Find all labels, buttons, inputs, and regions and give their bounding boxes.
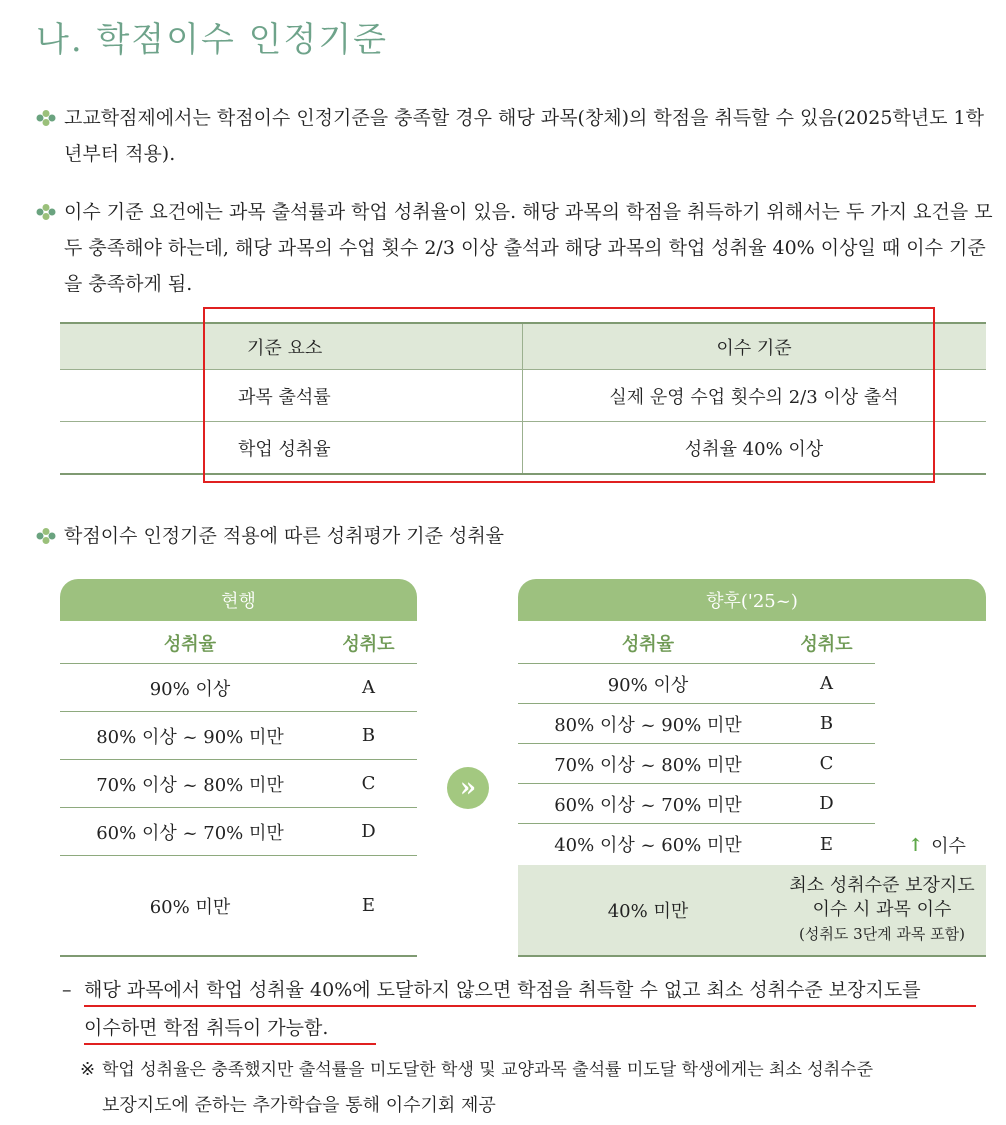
future-col-rate: 성취율 [621,634,675,655]
table-row [60,712,417,760]
bullet-1 [36,100,996,174]
current-col-rate: 성취율 [163,634,217,655]
guarantee-note [778,865,986,955]
guarantee-note-line2: 이수 시 과목 이수 [812,899,952,920]
table-row [60,760,417,808]
future-rate: 90% 이상 [607,674,689,696]
footnote-line-2: 보장지도에 준하는 추가학습을 통해 이수기회 제공 [102,1095,496,1116]
double-chevron-right-icon: » [447,767,489,809]
future-grade-table [518,579,986,957]
note-dash: – [62,979,72,1001]
guarantee-note-line1: 최소 성취수준 보장지도 [789,875,975,896]
current-grade-table [60,579,417,957]
note-line-2-text: 이수하면 학점 취득이 가능함 [84,1017,323,1039]
table-row [60,856,417,957]
current-rate: 80% 이상 ~ 90% 미만 [96,726,284,748]
future-grade: B [819,713,834,734]
table-row [60,808,417,856]
table-row [518,664,875,704]
up-arrow-icon: ↑ [908,834,924,856]
current-grade: A [362,677,375,698]
bullet-2-text: 이수 기준 요건에는 과목 출석률과 학업 성취율이 있음. 해당 과목의 학점을 취득하기 위해서는 두 가지 요건을 모두 충족해야 하는데, 해당 과목의 수업 횟수 2/3 이상 출석과 해당 과목의 학업 성취율 40% 이상일 때 이수 기준을 충족하게 됨. [64,201,993,295]
future-col-grade: 성취도 [800,634,853,655]
future-grade: D [819,793,834,814]
table-row [518,784,875,824]
future-rate: 60% 이상 ~ 70% 미만 [554,794,742,816]
table-row [518,865,986,957]
bullet-2 [36,194,996,302]
future-rate: 80% 이상 ~ 90% 미만 [554,714,742,736]
current-table-title: 현행 [60,579,417,621]
criteria-header-element: 기준 요소 [247,337,323,359]
leaf-bullet-icon [36,528,56,544]
current-rate: 70% 이상 ~ 80% 미만 [96,774,284,796]
future-grade: C [819,753,834,774]
underline-2 [84,1043,376,1045]
section-title: 나. 학점이수 인정기준 [36,20,389,60]
criteria-element: 과목 출석률 [238,386,331,408]
criteria-standard: 실제 운영 수업 횟수의 2/3 이상 출석 [609,386,899,408]
bullet-3 [36,518,996,554]
criteria-header-standard: 이수 기준 [716,337,792,359]
future-table-title: 향후('25~) [518,579,986,621]
future-grade: A [820,673,833,694]
current-grade: D [361,821,376,842]
guarantee-note-line3: (성취도 3단계 과목 포함) [799,925,965,943]
note-line-2-period: . [322,1017,329,1039]
current-grade: C [361,773,376,794]
current-rate: 60% 이상 ~ 70% 미만 [96,822,284,844]
current-rate: 60% 미만 [149,896,231,918]
note-line-2 [84,1013,328,1043]
footnote-line-1: 학업 성취율은 충족했지만 출석률을 미도달한 학생 및 교양과목 출석률 미도달 학생에게는 최소 성취수준 [102,1060,873,1080]
leaf-bullet-icon [36,110,56,126]
bullet-1-text: 고교학점제에서는 학점이수 인정기준을 충족할 경우 해당 과목(창체)의 학점을 취득할 수 있음(2025학년도 1학년부터 적용). [64,107,984,165]
underline-1 [84,1005,976,1007]
current-col-grade: 성취도 [342,634,395,655]
table-row [518,744,875,784]
bullet-3-text: 학점이수 인정기준 적용에 따른 성취평가 기준 성취율 [64,525,505,547]
current-grade: E [361,895,376,916]
criteria-element: 학업 성취율 [238,438,331,460]
note-line-1: 해당 과목에서 학업 성취율 40%에 도달하지 않으면 학점을 취득할 수 없고 최소 성취수준 보장지도를 [84,979,921,1001]
table-row [518,704,875,744]
criteria-standard: 성취율 40% 이상 [684,438,824,460]
pass-label: 이수 [931,836,966,857]
table-row [60,664,417,712]
pass-indicator [908,834,966,856]
current-rate: 90% 이상 [149,678,231,700]
future-rate: 70% 이상 ~ 80% 미만 [554,754,742,776]
future-rate: 40% 이상 ~ 60% 미만 [554,835,742,856]
reference-mark-icon: ※ [80,1059,96,1080]
table-row [518,824,875,864]
highlight-box [203,307,935,483]
future-grade: E [819,833,834,855]
future-rate: 40% 미만 [607,901,689,922]
current-grade: B [361,725,376,746]
leaf-bullet-icon [36,204,56,220]
